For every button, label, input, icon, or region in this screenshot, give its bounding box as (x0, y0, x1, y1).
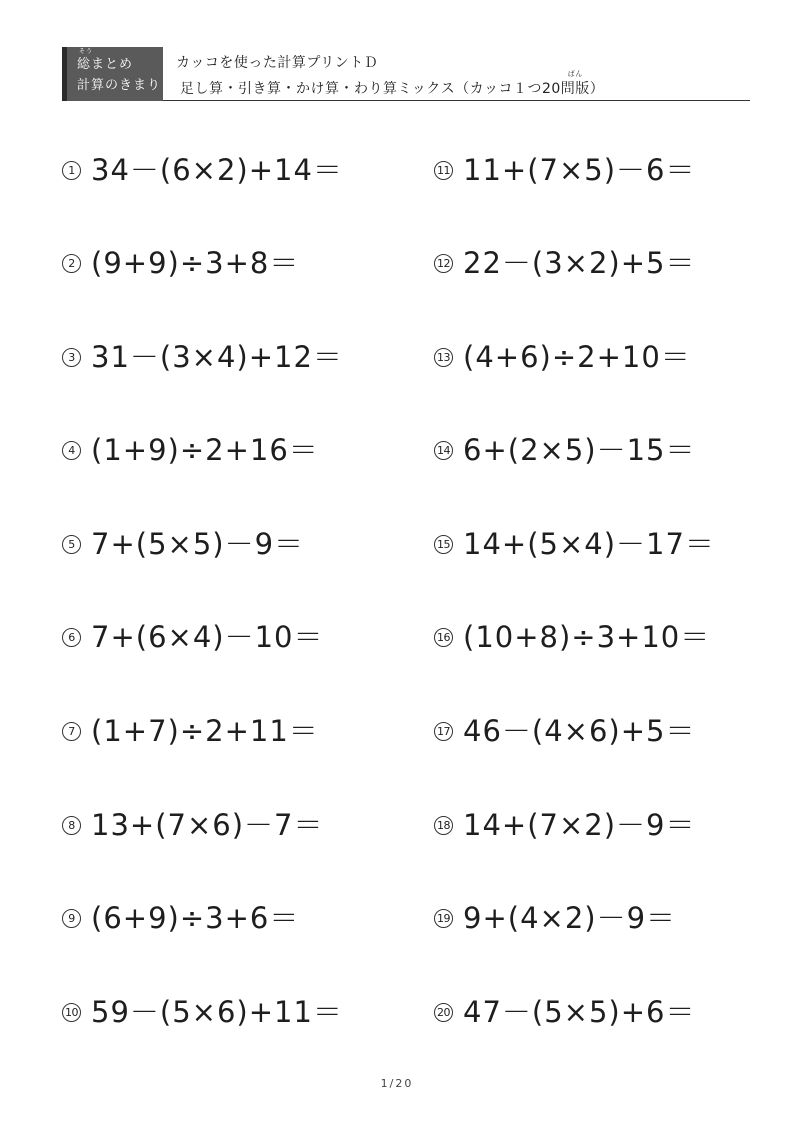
problem-number: 11 (434, 161, 453, 180)
problem-expression: (1+9)÷2+16＝ (91, 433, 319, 467)
problem-expression: (9+9)÷3+8＝ (91, 246, 300, 280)
problem-expression: 31－(3×4)+12＝ (91, 340, 343, 374)
problem-expression: 7+(6×4)－10＝ (91, 620, 324, 654)
badge-topic-label: 計算のきまり (77, 78, 162, 93)
problem-expression: (4+6)÷2+10＝ (463, 340, 691, 374)
problem-item (434, 243, 695, 283)
problem-number: 7 (62, 722, 81, 741)
problem-expression: (1+7)÷2+11＝ (91, 714, 319, 748)
problem-number: 19 (434, 909, 453, 928)
problem-number: 4 (62, 441, 81, 460)
problem-expression: 59－(5×6)+11＝ (91, 995, 343, 1029)
problem-expression: 13+(7×6)－7＝ (91, 808, 324, 842)
problem-number: 12 (434, 254, 453, 273)
problem-expression: 6+(2×5)－15＝ (463, 433, 696, 467)
problem-item (434, 524, 715, 564)
problem-expression: 22－(3×2)+5＝ (463, 246, 696, 280)
problem-item (62, 524, 304, 564)
problem-item (434, 150, 695, 190)
problem-item (62, 243, 299, 283)
problem-expression: 11+(7×5)－6＝ (463, 153, 696, 187)
badge-category-label: 総まとめ (77, 57, 134, 72)
problem-number: 18 (434, 816, 453, 835)
problem-number: 20 (434, 1003, 453, 1022)
page-number: 1/20 (380, 1077, 414, 1090)
problem-expression: 46－(4×6)+5＝ (463, 714, 696, 748)
problem-number: 5 (62, 535, 81, 554)
problem-item (62, 617, 323, 657)
problem-item (62, 898, 299, 938)
problem-item (434, 898, 676, 938)
problem-number: 16 (434, 628, 453, 647)
problem-expression: (6+9)÷3+6＝ (91, 901, 300, 935)
subtitle-ruby-base: 問版 (560, 81, 590, 97)
problem-expression: 34－(6×2)+14＝ (91, 153, 343, 187)
problem-number: 15 (434, 535, 453, 554)
problem-item (62, 992, 343, 1032)
subtitle-text: 足し算・引き算・かけ算・わり算ミックス（カッコ１つ20 (180, 81, 561, 97)
problem-number: 3 (62, 348, 81, 367)
problem-item (62, 711, 319, 751)
problem-expression: 14+(5×4)－17＝ (463, 527, 715, 561)
problem-number: 2 (62, 254, 81, 273)
problem-number: 13 (434, 348, 453, 367)
problem-item (62, 805, 323, 845)
problem-item (434, 430, 695, 470)
problem-item (434, 711, 695, 751)
problem-number: 6 (62, 628, 81, 647)
worksheet-title: カッコを使った計算プリントＤ (176, 55, 379, 71)
problem-expression: 9+(4×2)－9＝ (463, 901, 677, 935)
problem-number: 1 (62, 161, 81, 180)
problem-item (62, 337, 343, 377)
subtitle-ruby: ばん (567, 70, 583, 78)
problem-number: 9 (62, 909, 81, 928)
problem-number: 10 (62, 1003, 81, 1022)
problem-number: 14 (434, 441, 453, 460)
problem-expression: 7+(5×5)－9＝ (91, 527, 305, 561)
problem-item (434, 805, 695, 845)
problem-item (434, 992, 695, 1032)
problem-item (434, 337, 691, 377)
problem-item (62, 150, 343, 190)
badge-ruby: そう (79, 48, 94, 55)
problem-expression: 14+(7×2)－9＝ (463, 808, 696, 842)
problem-expression: 47－(5×5)+6＝ (463, 995, 696, 1029)
problem-expression: (10+8)÷3+10＝ (463, 620, 711, 654)
problem-number: 8 (62, 816, 81, 835)
subtitle-closing: ） (589, 81, 605, 97)
problem-item (434, 617, 710, 657)
problem-item (62, 430, 319, 470)
problem-number: 17 (434, 722, 453, 741)
